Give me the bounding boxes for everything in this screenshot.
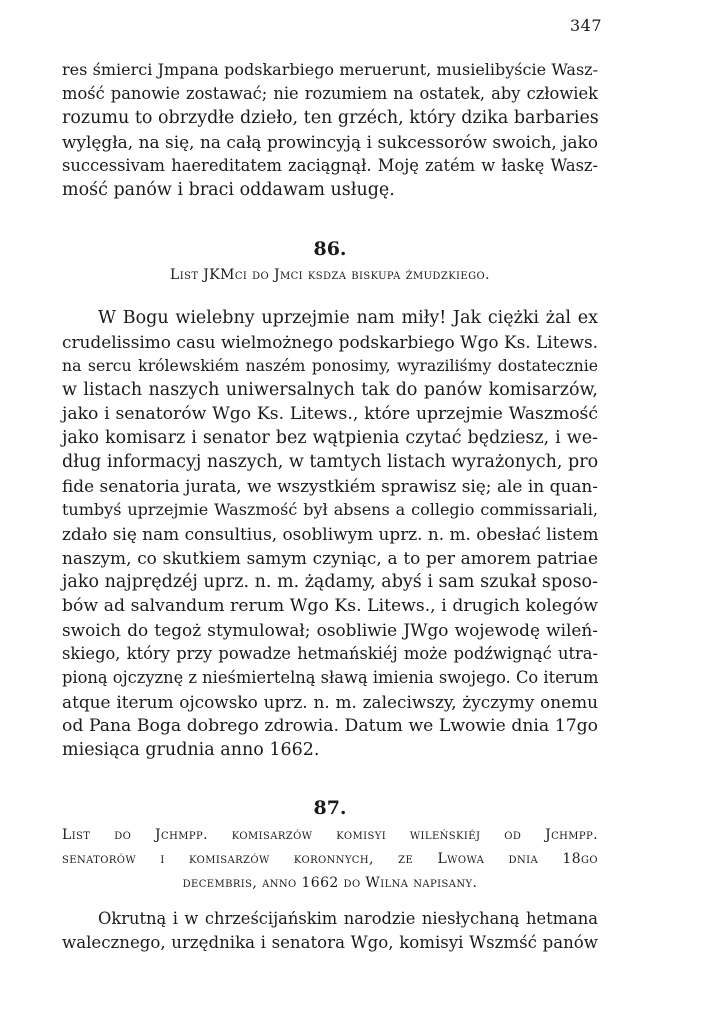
text-line: walecznego, urzędnika i senatora Wgo, komisyi Wszmść panów	[62, 933, 598, 952]
heading-line: List do Jchmpp. komisarzów komisyi wileńskiéj od Jchmpp.	[62, 827, 598, 843]
text-line: od Pana Boga dobrego zdrowia. Datum we Lwowie dnia 17go	[62, 716, 598, 736]
page-number: 347	[569, 16, 602, 35]
text-line: zdało się nam consultius, osobliwym uprz. n. m. obesłać listem	[62, 524, 599, 544]
section-heading-86	[62, 263, 598, 287]
text-line: mość panowie zostawać; nie rozumiem na ostatek, aby człowiek	[62, 84, 598, 103]
section-number-86: 86.	[313, 238, 347, 260]
text-line: swoich do tegoż stymulował; osobliwie JWgo wojewodę wileń-	[62, 620, 598, 640]
section-number-87: 87.	[313, 797, 347, 819]
text-line: na sercu królewskiém naszém ponosimy, wyraziliśmy dostatecznie	[62, 356, 598, 375]
paragraph-continuation	[62, 58, 598, 202]
text-line: fide senatoria jurata, we wszystkiém sprawisz się; ale in quan-	[62, 476, 598, 496]
text-line: w listach naszych uniwersalnych tak do panów komisarzów,	[62, 380, 598, 400]
text-line: Okrutną i w chrześcijańskim narodzie niesłychaną hetmana	[98, 909, 598, 928]
heading-line: List JKMci do Jmci ksdza biskupa żmudzkiego.	[170, 267, 490, 283]
text-line: bów ad salvandum rerum Wgo Ks. Litews., i drugich kolegów	[62, 596, 598, 616]
letter-86-body	[62, 306, 598, 762]
text-line: pioną ojczyznę z nieśmiertelną sławą imienia swojego. Co iterum	[62, 668, 599, 687]
text-line: jako i senatorów Wgo Ks. Litews., które uprzejmie Waszmość	[62, 404, 598, 424]
text-line: W Bogu wielebny uprzejmie nam miły! Jak ciężki żal ex	[98, 308, 598, 328]
section-heading-87	[62, 823, 598, 895]
text-line: jako komisarz i senator bez wątpienia czytać będziesz, i we-	[62, 428, 598, 448]
heading-line: decembris, anno 1662 do Wilna napisany.	[182, 875, 478, 891]
text-line: mość panów i braci oddawam usługę.	[62, 180, 395, 200]
text-line: atque iterum ojcowsko uprz. n. m. zaleciwszy, życzymy onemu	[62, 692, 598, 712]
text-line: naszym, co skutkiem samym czyniąc, a to per amorem patriae	[62, 548, 598, 568]
text-line: tumbyś uprzejmie Waszmość był absens a collegio commissariali,	[62, 500, 598, 519]
text-line: wylęgła, na się, na całą prowincyją i sukcessorów swoich, jako	[62, 132, 598, 152]
letter-87-body	[62, 907, 598, 955]
text-line: res śmierci Jmpana podskarbiego meruerunt, musielibyście Wasz-	[62, 60, 598, 79]
text-line: skiego, który przy powadze hetmańskiéj może podźwignąć utra-	[62, 644, 598, 663]
text-line: jako najprędzéj uprz. n. m. żądamy, abyś i sam szukał sposo-	[62, 572, 598, 592]
text-line: miesiąca grudnia anno 1662.	[62, 740, 320, 760]
text-line: rozumu to obrzydłe dzieło, ten grzéch, który dzika barbaries	[62, 108, 599, 128]
text-line: successivam haereditatem zaciągnął. Moję zatém w łaskę Wasz-	[62, 156, 598, 175]
text-line: crudelissimo casu wielmożnego podskarbiego Wgo Ks. Litews.	[62, 332, 598, 352]
text-line: dług informacyj naszych, w tamtych listach wyrażonych, pro	[62, 452, 599, 472]
heading-line: senatorów i komisarzów koronnych, ze Lwowa dnia 18go	[62, 851, 598, 867]
